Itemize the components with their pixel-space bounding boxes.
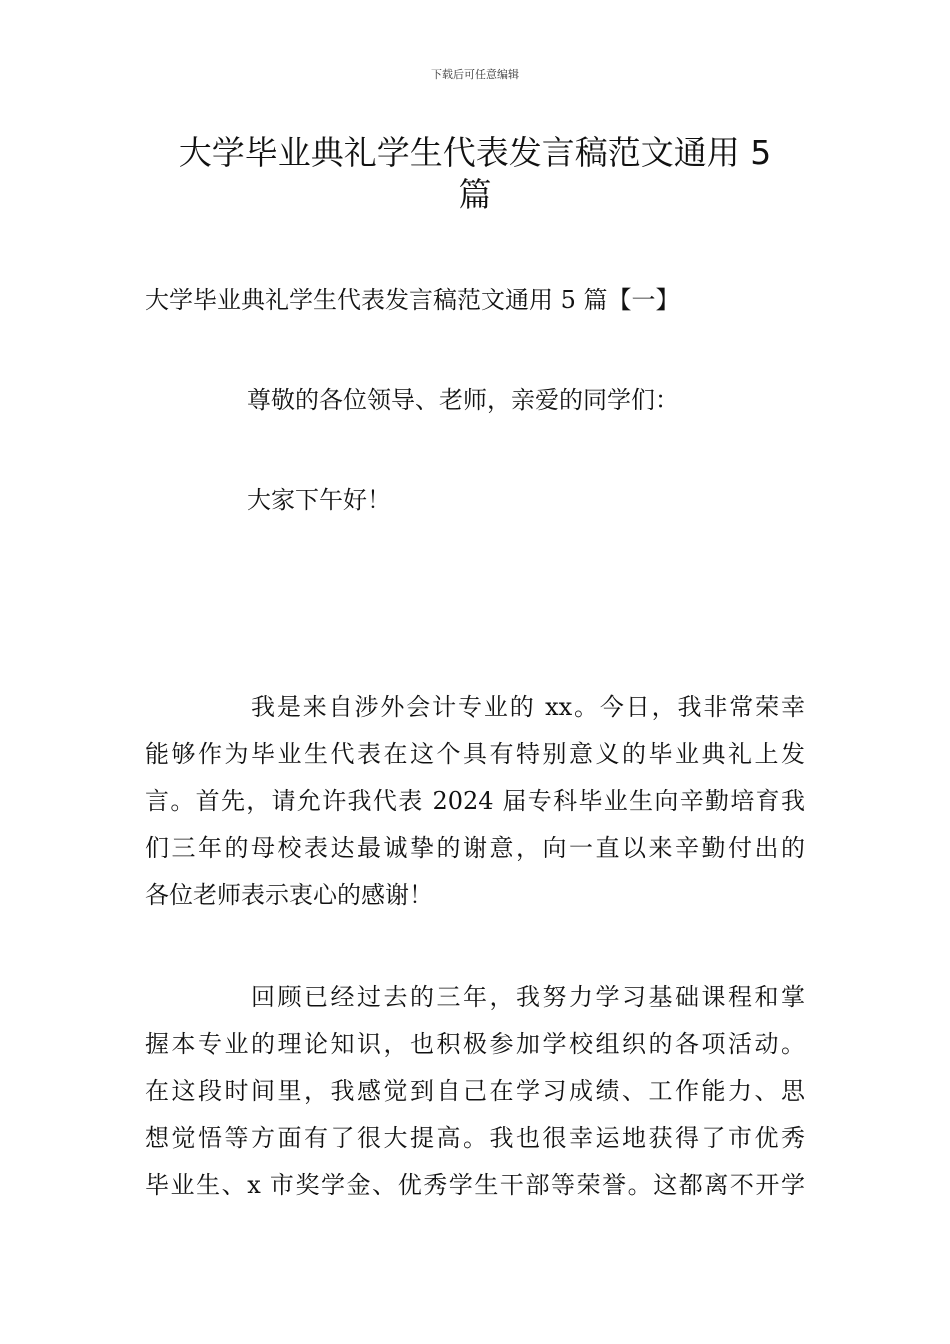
paragraph-line: 们三年的母校表达最诚挚的谢意，向一直以来辛勤付出的 <box>145 834 805 862</box>
paragraph-line: 言。首先，请允许我代表 2024 届专科毕业生向辛勤培育我 <box>145 787 805 815</box>
paragraph-line: 在这段时间里，我感觉到自己在学习成绩、工作能力、思 <box>145 1077 805 1105</box>
body-paragraph <box>145 974 805 1209</box>
paragraph-line: 回顾已经过去的三年，我努力学习基础课程和掌 <box>251 983 805 1011</box>
salutation: 尊敬的各位领导、老师，亲爱的同学们： <box>247 386 679 414</box>
greeting: 大家下午好！ <box>247 486 391 514</box>
document-title <box>150 132 800 216</box>
paragraph-line: 我是来自涉外会计专业的 xx。今日，我非常荣幸 <box>251 693 805 721</box>
header-note: 下载后可任意编辑 <box>431 68 519 81</box>
title-line: 篇 <box>458 175 492 214</box>
paragraph-line: 各位老师表示衷心的感谢！ <box>145 881 433 909</box>
paragraph-line: 握本专业的理论知识，也积极参加学校组织的各项活动。 <box>145 1030 805 1058</box>
section-heading: 大学毕业典礼学生代表发言稿范文通用 5 篇【一】 <box>145 286 680 314</box>
paragraph-line: 想觉悟等方面有了很大提高。我也很幸运地获得了市优秀 <box>145 1124 805 1152</box>
title-line: 大学毕业典礼学生代表发言稿范文通用 5 <box>178 133 772 172</box>
paragraph-line: 毕业生、x 市奖学金、优秀学生干部等荣誉。这都离不开学 <box>145 1171 805 1199</box>
body-paragraph <box>145 684 805 919</box>
paragraph-line: 能够作为毕业生代表在这个具有特别意义的毕业典礼上发 <box>145 740 805 768</box>
